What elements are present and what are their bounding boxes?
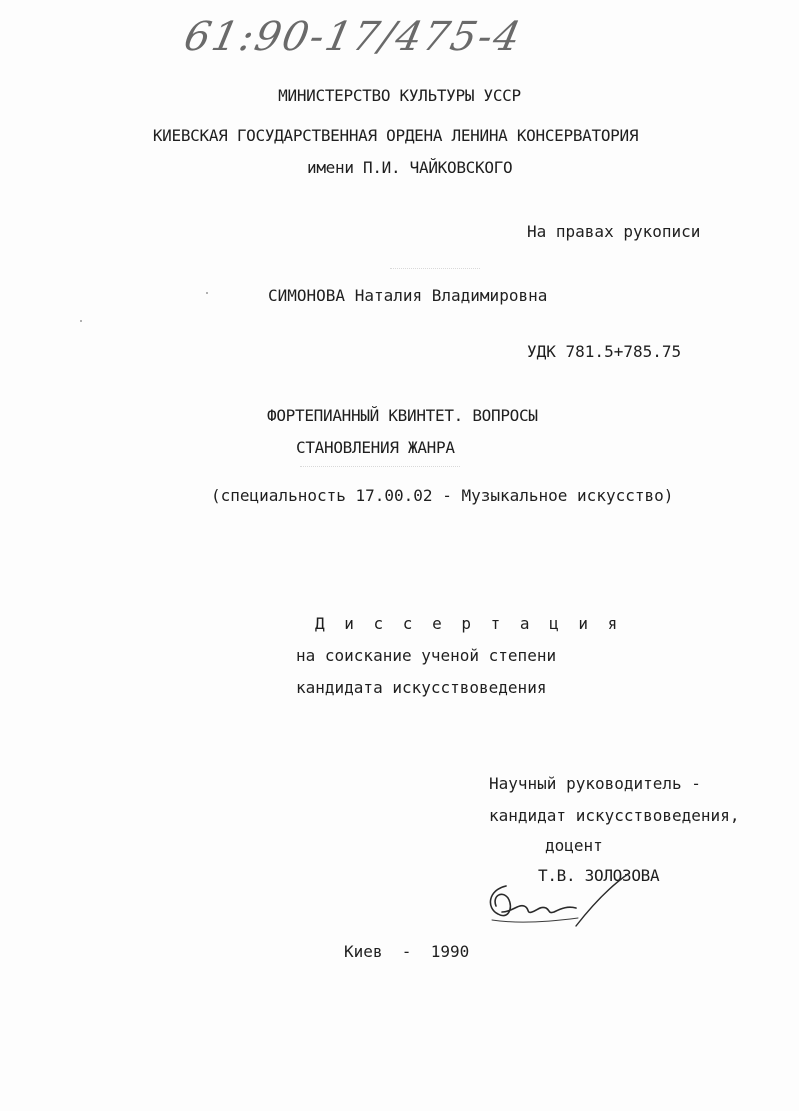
archive-mark [178, 4, 538, 66]
udc-code: УДК 781.5+785.75 [527, 342, 682, 361]
specialty: (специальность 17.00.02 - Музыкальное искусство) [211, 486, 674, 505]
institution-heading: КИЕВСКАЯ ГОСУДАРСТВЕННАЯ ОРДЕНА ЛЕНИНА КОНСЕРВАТОРИЯ [152, 126, 639, 145]
dissertation-title-line1: ФОРТЕПИАННЫЙ КВИНТЕТ. ВОПРОСЫ [267, 406, 538, 425]
degree-line2: кандидата искусствоведения [296, 678, 547, 697]
supervisor-role: Научный руководитель - [489, 774, 701, 793]
scan-speck [80, 320, 82, 322]
signature [478, 868, 638, 938]
city-year: Киев - 1990 [344, 942, 470, 961]
scan-artifact [390, 268, 480, 270]
degree-line1: на соискание ученой степени [296, 646, 557, 665]
scan-speck [206, 292, 208, 294]
dissertation-title-line2: СТАНОВЛЕНИЯ ЖАНРА [296, 438, 455, 457]
supervisor-name: Т.В. ЗОЛОЗОВА [538, 866, 660, 885]
supervisor-rank: доцент [545, 836, 603, 855]
author-name: СИМОНОВА Наталия Владимировна [268, 286, 548, 305]
ministry-heading: МИНИСТЕРСТВО КУЛЬТУРЫ УССР [278, 86, 521, 105]
scan-artifact [300, 466, 460, 468]
named-after-heading: имени П.И. ЧАЙКОВСКОГО [307, 158, 513, 177]
supervisor-degree: кандидат искусствоведения, [489, 806, 740, 825]
archive-mark-text: 61:90-17/475-4 [180, 12, 527, 60]
dissertation-label: Д и с с е р т а ц и я [315, 614, 623, 633]
manuscript-rights: На правах рукописи [527, 222, 701, 241]
